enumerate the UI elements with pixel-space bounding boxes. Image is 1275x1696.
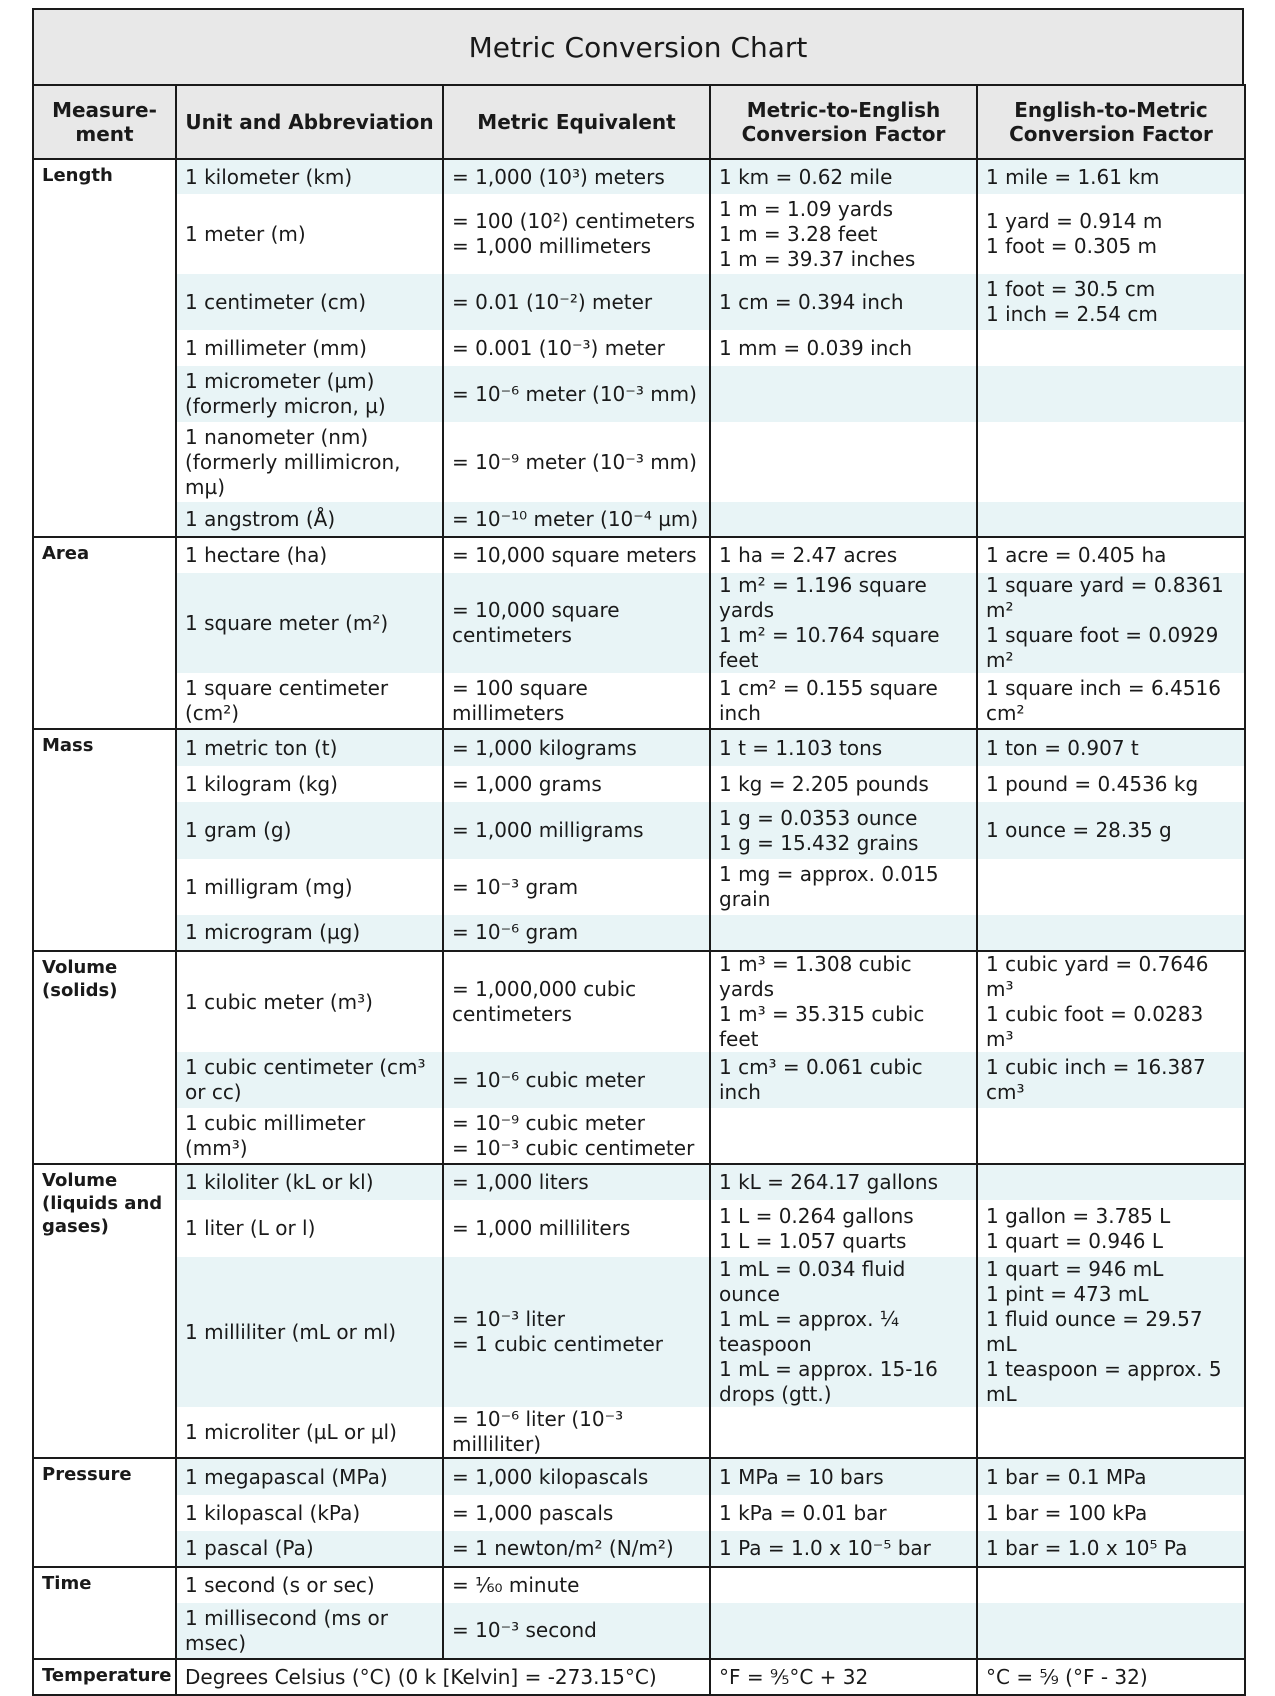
metric-cell: = 1,000 liters [443,1164,710,1200]
unit-cell: 1 liter (L or l) [176,1200,443,1257]
unit-cell: 1 milligram (mg) [176,859,443,915]
e2m-cell [977,502,1245,537]
table-row [33,1407,1245,1458]
e2m-cell [977,366,1245,422]
table-row [33,729,1245,766]
m2e-cell: 1 km = 0.62 mile [710,159,977,194]
group-volume-liquids [33,1164,1245,1458]
m2e-cell: 1 cm³ = 0.061 cubic inch [710,1052,977,1108]
header-unit: Unit and Abbreviation [176,85,443,159]
table-row [33,766,1245,802]
e2m-cell: 1 yard = 0.914 m 1 foot = 0.305 m [977,194,1245,274]
table-row [33,859,1245,915]
table-row [33,330,1245,366]
group-area [33,537,1245,729]
group-volume-solids [33,951,1245,1164]
unit-cell: 1 meter (m) [176,194,443,274]
unit-cell: 1 hectare (ha) [176,537,443,573]
m2e-cell [710,366,977,422]
table-row [33,573,1245,673]
metric-cell: = 0.001 (10⁻³) meter [443,330,710,366]
group-pressure [33,1458,1245,1567]
header-metric-to-english: Metric-to-English Conversion Factor [710,85,977,159]
unit-cell: 1 kilogram (kg) [176,766,443,802]
table-row [33,1531,1245,1567]
unit-cell: 1 cubic millimeter (mm³) [176,1108,443,1164]
metric-cell: = 1,000 milliliters [443,1200,710,1257]
m2e-cell: 1 mm = 0.039 inch [710,330,977,366]
metric-cell: = 1,000 kilopascals [443,1458,710,1495]
metric-cell: = 10⁻⁹ cubic meter = 10⁻³ cubic centimeter [443,1108,710,1164]
table-row [33,1659,1245,1695]
m2e-cell [710,422,977,502]
e2m-cell: 1 cubic yard = 0.7646 m³ 1 cubic foot = 0.0283 m³ [977,951,1245,1052]
table-row [33,159,1245,194]
metric-cell: = 10⁻³ second [443,1603,710,1659]
table-row [33,1495,1245,1531]
m2e-cell: 1 L = 0.264 gallons 1 L = 1.057 quarts [710,1200,977,1257]
e2m-cell: 1 bar = 1.0 x 10⁵ Pa [977,1531,1245,1567]
metric-cell: = 10,000 square meters [443,537,710,573]
table-row [33,1200,1245,1257]
category-label: Length [33,159,176,537]
category-label: Volume (solids) [33,951,176,1164]
e2m-cell: 1 quart = 946 mL 1 pint = 473 mL 1 fluid ounce = 29.57 mL 1 teaspoon = approx. 5 mL [977,1257,1245,1407]
metric-cell: = 0.01 (10⁻²) meter [443,274,710,330]
metric-cell: = 10⁻¹⁰ meter (10⁻⁴ µm) [443,502,710,537]
metric-cell: = 1,000 grams [443,766,710,802]
table-row [33,1567,1245,1603]
e2m-cell: 1 bar = 0.1 MPa [977,1458,1245,1495]
e2m-cell: 1 pound = 0.4536 kg [977,766,1245,802]
m2e-cell: 1 t = 1.103 tons [710,729,977,766]
table-row [33,1108,1245,1164]
unit-cell: 1 second (s or sec) [176,1567,443,1603]
e2m-cell: 1 gallon = 3.785 L 1 quart = 0.946 L [977,1200,1245,1257]
category-label: Area [33,537,176,729]
unit-cell: 1 microliter (µL or µl) [176,1407,443,1458]
e2m-cell: 1 square inch = 6.4516 cm² [977,673,1245,729]
m2e-cell: 1 mL = 0.034 fluid ounce 1 mL = approx. ¼ teaspoon 1 mL = approx. 15-16 drops (gtt.) [710,1257,977,1407]
table-row [33,1164,1245,1200]
m2e-cell: 1 m³ = 1.308 cubic yards 1 m³ = 35.315 cubic feet [710,951,977,1052]
category-label: Pressure [33,1458,176,1567]
category-label: Mass [33,729,176,951]
metric-cell: = 10⁻³ liter = 1 cubic centimeter [443,1257,710,1407]
unit-cell: 1 nanometer (nm) (formerly millimicron, mµ) [176,422,443,502]
m2e-cell: 1 kg = 2.205 pounds [710,766,977,802]
metric-cell: = 100 (10²) centimeters = 1,000 millimeters [443,194,710,274]
table-row [33,673,1245,729]
m2e-cell [710,1407,977,1458]
unit-cell: 1 megapascal (MPa) [176,1458,443,1495]
unit-cell: 1 square meter (m²) [176,573,443,673]
metric-cell: = 10⁻⁶ meter (10⁻³ mm) [443,366,710,422]
m2e-cell: 1 ha = 2.47 acres [710,537,977,573]
m2e-cell: 1 Pa = 1.0 x 10⁻⁵ bar [710,1531,977,1567]
metric-cell: = 1,000 (10³) meters [443,159,710,194]
metric-cell: = 1,000,000 cubic centimeters [443,951,710,1052]
metric-cell: = 1,000 kilograms [443,729,710,766]
m2e-cell: °F = ⁹⁄₅°C + 32 [710,1659,977,1695]
m2e-cell [710,1108,977,1164]
m2e-cell: 1 m² = 1.196 square yards 1 m² = 10.764 square feet [710,573,977,673]
e2m-cell [977,859,1245,915]
group-length [33,159,1245,537]
e2m-cell: 1 foot = 30.5 cm 1 inch = 2.54 cm [977,274,1245,330]
unit-cell: 1 cubic centimeter (cm³ or cc) [176,1052,443,1108]
e2m-cell: 1 square yard = 0.8361 m² 1 square foot = 0.0929 m² [977,573,1245,673]
metric-cell: = 10,000 square centimeters [443,573,710,673]
group-mass [33,729,1245,951]
e2m-cell: 1 cubic inch = 16.387 cm³ [977,1052,1245,1108]
m2e-cell: 1 cm = 0.394 inch [710,274,977,330]
metric-cell: = 1,000 pascals [443,1495,710,1531]
m2e-cell [710,502,977,537]
table-row [33,502,1245,537]
m2e-cell: 1 g = 0.0353 ounce 1 g = 15.432 grains [710,802,977,859]
m2e-cell: 1 kL = 264.17 gallons [710,1164,977,1200]
unit-cell: 1 milliliter (mL or ml) [176,1257,443,1407]
metric-cell: = 100 square millimeters [443,673,710,729]
e2m-cell [977,1164,1245,1200]
unit-cell: 1 kilometer (km) [176,159,443,194]
header-english-to-metric: English-to-Metric Conversion Factor [977,85,1245,159]
table-row [33,1603,1245,1659]
category-label: Volume (liquids and gases) [33,1164,176,1458]
e2m-cell [977,1407,1245,1458]
metric-cell: = ¹⁄₆₀ minute [443,1567,710,1603]
header-measurement: Measure- ment [33,85,176,159]
unit-cell: 1 cubic meter (m³) [176,951,443,1052]
unit-cell: 1 kilopascal (kPa) [176,1495,443,1531]
conversion-chart [32,8,1244,1696]
metric-cell: = 10⁻³ gram [443,859,710,915]
metric-cell: = 1,000 milligrams [443,802,710,859]
m2e-cell: 1 MPa = 10 bars [710,1458,977,1495]
unit-cell: 1 kiloliter (kL or kl) [176,1164,443,1200]
table-row [33,366,1245,422]
e2m-cell: 1 bar = 100 kPa [977,1495,1245,1531]
unit-cell: 1 square centimeter (cm²) [176,673,443,729]
table-row [33,422,1245,502]
table-row [33,915,1245,951]
group-time [33,1567,1245,1659]
unit-cell: 1 centimeter (cm) [176,274,443,330]
metric-cell: = 10⁻⁶ gram [443,915,710,951]
e2m-cell: 1 acre = 0.405 ha [977,537,1245,573]
unit-cell: 1 micrometer (µm) (formerly micron, µ) [176,366,443,422]
unit-cell: 1 pascal (Pa) [176,1531,443,1567]
unit-cell: Degrees Celsius (°C) (0 k [Kelvin] = -273.15°C) [176,1659,710,1695]
unit-cell: 1 gram (g) [176,802,443,859]
unit-cell: 1 millisecond (ms or msec) [176,1603,443,1659]
metric-cell: = 10⁻⁶ cubic meter [443,1052,710,1108]
e2m-cell: °C = ⁵⁄₉ (°F - 32) [977,1659,1245,1695]
e2m-cell [977,422,1245,502]
e2m-cell: 1 ton = 0.907 t [977,729,1245,766]
unit-cell: 1 angstrom (Å) [176,502,443,537]
table-row [33,194,1245,274]
category-label: Time [33,1567,176,1659]
group-temperature [33,1659,1245,1695]
table-row [33,274,1245,330]
conversion-table [32,84,1246,1696]
header-row [33,85,1245,159]
m2e-cell [710,915,977,951]
table-row [33,802,1245,859]
header-metric-equivalent: Metric Equivalent [443,85,710,159]
table-row [33,1052,1245,1108]
unit-cell: 1 metric ton (t) [176,729,443,766]
table-row [33,951,1245,1052]
metric-cell: = 10⁻⁶ liter (10⁻³ milliliter) [443,1407,710,1458]
table-row [33,537,1245,573]
metric-cell: = 10⁻⁹ meter (10⁻³ mm) [443,422,710,502]
e2m-cell [977,915,1245,951]
m2e-cell: 1 mg = approx. 0.015 grain [710,859,977,915]
e2m-cell [977,1567,1245,1603]
metric-cell: = 1 newton/m² (N/m²) [443,1531,710,1567]
chart-title: Metric Conversion Chart [32,8,1244,84]
unit-cell: 1 microgram (µg) [176,915,443,951]
m2e-cell: 1 m = 1.09 yards 1 m = 3.28 feet 1 m = 39.37 inches [710,194,977,274]
m2e-cell: 1 kPa = 0.01 bar [710,1495,977,1531]
m2e-cell [710,1603,977,1659]
category-label: Temperature [33,1659,176,1695]
e2m-cell: 1 ounce = 28.35 g [977,802,1245,859]
unit-cell: 1 millimeter (mm) [176,330,443,366]
table-row [33,1458,1245,1495]
m2e-cell [710,1567,977,1603]
table-row [33,1257,1245,1407]
m2e-cell: 1 cm² = 0.155 square inch [710,673,977,729]
e2m-cell: 1 mile = 1.61 km [977,159,1245,194]
e2m-cell [977,330,1245,366]
e2m-cell [977,1603,1245,1659]
e2m-cell [977,1108,1245,1164]
